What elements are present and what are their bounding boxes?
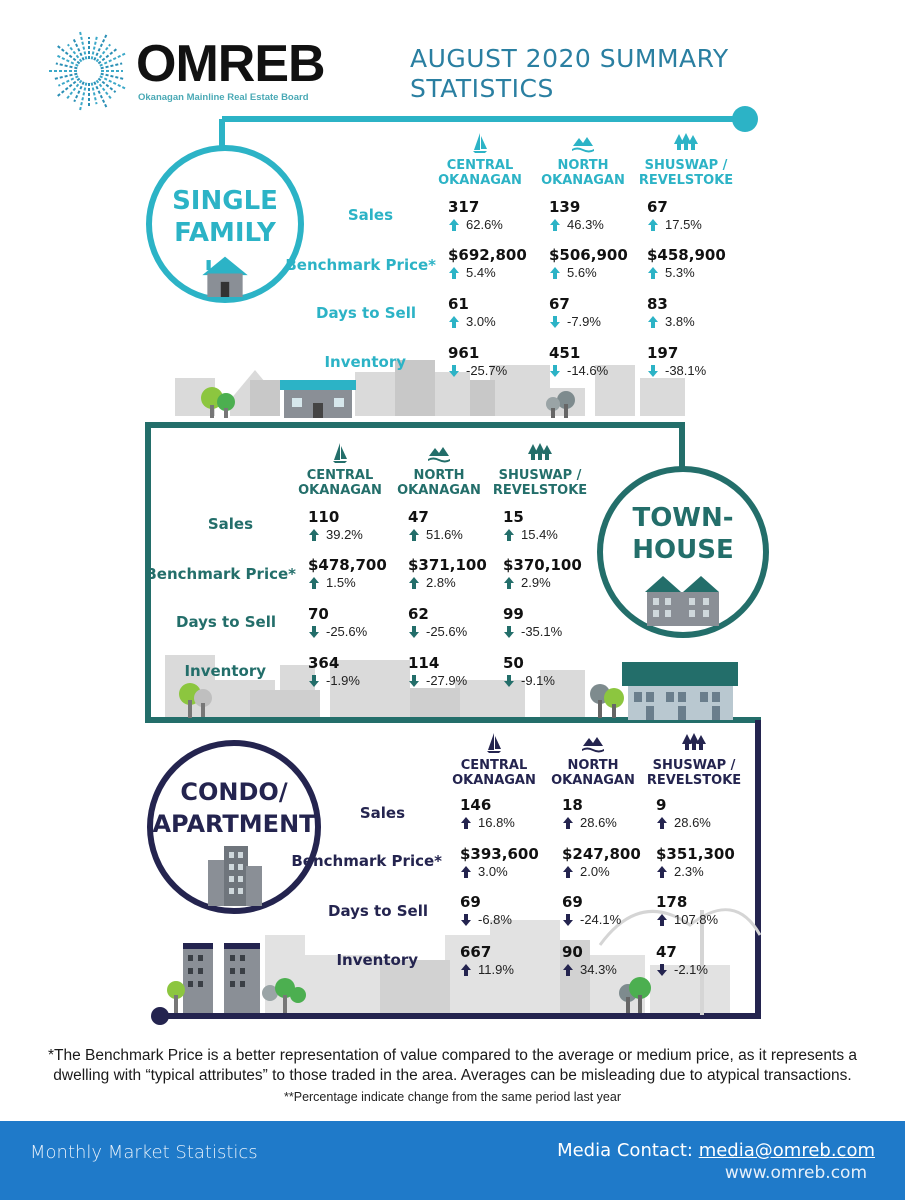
- stat-change: [308, 624, 418, 640]
- townhouse-shuswap-sales-cell: [503, 508, 613, 543]
- stat-change: [448, 314, 558, 330]
- townhouse-shuswap-inv-cell: [503, 654, 613, 689]
- townhouse-title: TOWN- HOUSE: [632, 503, 734, 565]
- arrow-up-icon: [503, 528, 515, 542]
- single-family-badge: [146, 145, 304, 303]
- stat-value: 62: [408, 605, 429, 623]
- condo-shuswap-price-cell: [656, 845, 766, 880]
- stat-value: 317: [448, 198, 480, 216]
- stat-change-text: 2.0%: [580, 864, 610, 879]
- stat-value: 99: [503, 605, 524, 623]
- th-label-sales: Sales: [207, 515, 253, 533]
- arrow-up-icon: [647, 315, 659, 329]
- stat-change: [647, 363, 757, 379]
- stat-change-text: 107.8%: [674, 912, 719, 927]
- single_family-north-days-cell: [549, 295, 659, 330]
- condo-central-inv-cell: [460, 943, 570, 978]
- arrow-up-icon: [562, 816, 574, 830]
- co-label-benchmark: Benchmark Price*: [291, 852, 442, 870]
- th-label-days: Days to Sell: [176, 613, 276, 631]
- townhouse-icon: [643, 570, 723, 626]
- stat-change: [460, 815, 570, 831]
- stat-change: [408, 575, 518, 591]
- arrow-down-icon: [656, 963, 668, 977]
- arrow-down-icon: [408, 674, 420, 688]
- media-contact-label: Media Contact:: [557, 1140, 693, 1161]
- sailboat-icon: [471, 132, 489, 154]
- stat-change-text: 5.4%: [466, 265, 496, 280]
- stat-value: 90: [562, 943, 583, 961]
- stat-value: $247,800: [562, 845, 641, 863]
- single_family-shuswap-days-cell: [647, 295, 757, 330]
- townhouse-central-days-cell: [308, 605, 418, 640]
- title-line-2: STATISTICS: [410, 74, 554, 103]
- stat-value: 146: [460, 796, 492, 814]
- stat-change: [549, 314, 659, 330]
- stat-change-text: 39.2%: [326, 527, 363, 542]
- sf-label-benchmark: Benchmark Price*: [285, 256, 436, 274]
- single_family-central-inv-cell: [448, 344, 558, 379]
- single_family-central-sales-cell: [448, 198, 558, 233]
- townhouse-central-price-cell: [308, 556, 418, 591]
- townhouse-north-sales-cell: [408, 508, 518, 543]
- house-icon: [190, 255, 260, 297]
- stat-value: 69: [460, 893, 481, 911]
- media-contact: [557, 1140, 875, 1161]
- stat-value: 961: [448, 344, 480, 362]
- condo-badge: [147, 740, 321, 914]
- footnote-line-2: dwelling with “typical attributes” to those traded in the area. Averages can be misleading due to atypical transactions.: [53, 1067, 852, 1084]
- stat-change-text: 2.3%: [674, 864, 704, 879]
- stat-value: 364: [308, 654, 340, 672]
- stat-change-text: -14.6%: [567, 363, 609, 378]
- arrow-up-icon: [656, 816, 668, 830]
- stat-value: 110: [308, 508, 340, 526]
- stat-value: $506,900: [549, 246, 628, 264]
- arrow-down-icon: [562, 913, 574, 927]
- arrow-up-icon: [656, 913, 668, 927]
- sf-head-north: NORTH OKANAGAN: [538, 132, 628, 188]
- single_family-central-price-cell: [448, 246, 558, 281]
- condo-shuswap-sales-cell: [656, 796, 766, 831]
- arrow-down-icon: [503, 625, 515, 639]
- stat-value: 139: [549, 198, 581, 216]
- stat-change-text: 17.5%: [665, 217, 702, 232]
- stat-value: 114: [408, 654, 440, 672]
- co-head-north: NORTH OKANAGAN: [548, 732, 638, 788]
- arrow-up-icon: [448, 218, 460, 232]
- stat-change: [448, 363, 558, 379]
- stat-change: [308, 673, 418, 689]
- townhouse-badge: [597, 466, 769, 638]
- logo-text: OMREB: [136, 35, 325, 93]
- stat-change-text: -25.6%: [326, 624, 368, 639]
- stat-change-text: -7.9%: [567, 314, 601, 329]
- stat-change: [549, 363, 659, 379]
- stat-change-text: -35.1%: [521, 624, 563, 639]
- co-head-central: CENTRAL OKANAGAN: [444, 732, 544, 788]
- single_family-north-price-cell: [549, 246, 659, 281]
- townhouse-central-inv-cell: [308, 654, 418, 689]
- stat-change: [448, 265, 558, 281]
- stat-change: [656, 912, 766, 928]
- condo-central-price-cell: [460, 845, 570, 880]
- single_family-north-sales-cell: [549, 198, 659, 233]
- condo-central-days-cell: [460, 893, 570, 928]
- stat-value: $478,700: [308, 556, 387, 574]
- arrow-up-icon: [562, 865, 574, 879]
- arrow-down-icon: [549, 364, 561, 378]
- stat-change: [460, 864, 570, 880]
- stat-value: 83: [647, 295, 668, 313]
- arrow-up-icon: [448, 315, 460, 329]
- apartment-building-icon: [204, 842, 264, 906]
- arrow-down-icon: [308, 674, 320, 688]
- townhouse-north-price-cell: [408, 556, 518, 591]
- stat-change-text: 28.6%: [580, 815, 617, 830]
- co-label-days: Days to Sell: [328, 902, 428, 920]
- mountain-water-icon: [427, 442, 451, 464]
- stat-change: [647, 314, 757, 330]
- stat-change: [656, 962, 766, 978]
- single_family-central-days-cell: [448, 295, 558, 330]
- stat-change-text: -27.9%: [426, 673, 468, 688]
- stat-value: 67: [647, 198, 668, 216]
- arrow-up-icon: [308, 528, 320, 542]
- arrow-up-icon: [308, 576, 320, 590]
- stat-change: [656, 815, 766, 831]
- stat-value: 9: [656, 796, 667, 814]
- stat-change-text: 2.8%: [426, 575, 456, 590]
- stat-value: 18: [562, 796, 583, 814]
- stat-change-text: 3.8%: [665, 314, 695, 329]
- condo-shuswap-days-cell: [656, 893, 766, 928]
- co-label-inventory: Inventory: [336, 951, 418, 969]
- townhouse-shuswap-days-cell: [503, 605, 613, 640]
- website-link[interactable]: www.omreb.com: [724, 1163, 867, 1183]
- percentage-footnote: **Percentage indicate change from the same period last year: [284, 1090, 621, 1104]
- stat-change: [408, 527, 518, 543]
- arrow-up-icon: [647, 266, 659, 280]
- stat-change: [503, 575, 613, 591]
- townhouse-central-sales-cell: [308, 508, 418, 543]
- arrow-down-icon: [448, 364, 460, 378]
- sf-head-shuswap: SHUSWAP / REVELSTOKE: [636, 132, 736, 188]
- arrow-down-icon: [503, 674, 515, 688]
- stat-value: 15: [503, 508, 524, 526]
- stat-change-text: 28.6%: [674, 815, 711, 830]
- townhouse-north-days-cell: [408, 605, 518, 640]
- stat-value: $692,800: [448, 246, 527, 264]
- media-contact-email-link[interactable]: media@omreb.com: [698, 1140, 875, 1161]
- arrow-up-icon: [408, 576, 420, 590]
- stat-value: 451: [549, 344, 581, 362]
- townhouse-shuswap-price-cell: [503, 556, 613, 591]
- stat-change: [460, 912, 570, 928]
- stat-change: [308, 527, 418, 543]
- th-label-benchmark: Benchmark Price*: [145, 565, 296, 583]
- trees-icon: [681, 732, 707, 754]
- stat-change-text: -25.6%: [426, 624, 468, 639]
- sf-label-sales: Sales: [347, 206, 393, 224]
- co-label-sales: Sales: [359, 804, 405, 822]
- single_family-north-inv-cell: [549, 344, 659, 379]
- stat-change: [408, 624, 518, 640]
- stat-change-text: 1.5%: [326, 575, 356, 590]
- stat-value: 50: [503, 654, 524, 672]
- stat-change-text: -9.1%: [521, 673, 555, 688]
- stat-change-text: 11.9%: [478, 962, 514, 977]
- stat-change-text: 2.9%: [521, 575, 551, 590]
- stat-change: [308, 575, 418, 591]
- arrow-down-icon: [308, 625, 320, 639]
- stat-change-text: 16.8%: [478, 815, 515, 830]
- stat-change: [656, 864, 766, 880]
- stat-change-text: -6.8%: [478, 912, 512, 927]
- th-head-north: NORTH OKANAGAN: [394, 442, 484, 498]
- arrow-down-icon: [460, 913, 472, 927]
- single_family-shuswap-inv-cell: [647, 344, 757, 379]
- stat-change-text: 34.3%: [580, 962, 617, 977]
- arrow-up-icon: [656, 865, 668, 879]
- stat-value: 67: [549, 295, 570, 313]
- mountain-water-icon: [581, 732, 605, 754]
- stat-change-text: -25.7%: [466, 363, 508, 378]
- arrow-up-icon: [647, 218, 659, 232]
- arrow-up-icon: [408, 528, 420, 542]
- arrow-down-icon: [647, 364, 659, 378]
- arrow-down-icon: [549, 315, 561, 329]
- mountain-water-icon: [571, 132, 595, 154]
- logo-subtitle: Okanagan Mainline Real Estate Board: [138, 92, 309, 103]
- stat-change-text: -24.1%: [580, 912, 622, 927]
- stat-value: $370,100: [503, 556, 582, 574]
- trees-icon: [527, 442, 553, 464]
- stat-change-text: -2.1%: [674, 962, 708, 977]
- condo-title: CONDO/ APARTMENT: [152, 778, 316, 838]
- arrow-up-icon: [460, 963, 472, 977]
- stat-change: [503, 673, 613, 689]
- stat-change-text: 62.6%: [466, 217, 503, 232]
- stat-value: 197: [647, 344, 679, 362]
- single-family-title: SINGLE FAMILY: [172, 186, 278, 248]
- stat-change-text: -38.1%: [665, 363, 707, 378]
- sf-head-central: CENTRAL OKANAGAN: [430, 132, 530, 188]
- th-head-shuswap: SHUSWAP / REVELSTOKE: [490, 442, 590, 498]
- arrow-up-icon: [448, 266, 460, 280]
- stat-value: $393,600: [460, 845, 539, 863]
- footer-left-text: Monthly Market Statistics: [30, 1142, 258, 1163]
- arrow-up-icon: [460, 816, 472, 830]
- stat-value: $458,900: [647, 246, 726, 264]
- th-label-inventory: Inventory: [184, 662, 266, 680]
- arrow-up-icon: [549, 218, 561, 232]
- stat-value: 47: [408, 508, 429, 526]
- stat-change: [503, 527, 613, 543]
- stat-change: [549, 217, 659, 233]
- single_family-shuswap-sales-cell: [647, 198, 757, 233]
- arrow-up-icon: [460, 865, 472, 879]
- condo-central-sales-cell: [460, 796, 570, 831]
- stat-value: 69: [562, 893, 583, 911]
- trees-icon: [673, 132, 699, 154]
- arrow-up-icon: [549, 266, 561, 280]
- stat-change-text: 5.6%: [567, 265, 597, 280]
- sailboat-icon: [331, 442, 349, 464]
- title-line-1: AUGUST 2020 SUMMARY: [410, 44, 729, 73]
- stat-change: [647, 265, 757, 281]
- co-head-shuswap: SHUSWAP / REVELSTOKE: [644, 732, 744, 788]
- townhouse-north-inv-cell: [408, 654, 518, 689]
- stat-change-text: 5.3%: [665, 265, 695, 280]
- stat-change: [448, 217, 558, 233]
- benchmark-footnote: [30, 1046, 875, 1086]
- arrow-up-icon: [562, 963, 574, 977]
- stat-value: 667: [460, 943, 492, 961]
- stat-change-text: 46.3%: [567, 217, 604, 232]
- stat-change-text: 3.0%: [466, 314, 496, 329]
- stat-change-text: 51.6%: [426, 527, 463, 542]
- stat-change: [460, 962, 570, 978]
- arrow-down-icon: [408, 625, 420, 639]
- single_family-shuswap-price-cell: [647, 246, 757, 281]
- stat-change: [408, 673, 518, 689]
- stat-value: 47: [656, 943, 677, 961]
- stat-change-text: 3.0%: [478, 864, 508, 879]
- arrow-up-icon: [503, 576, 515, 590]
- sf-label-inventory: Inventory: [324, 353, 406, 371]
- condo-shuswap-inv-cell: [656, 943, 766, 978]
- stat-value: 70: [308, 605, 329, 623]
- stat-value: 178: [656, 893, 688, 911]
- stat-change: [503, 624, 613, 640]
- stat-value: 61: [448, 295, 469, 313]
- footnote-line-1: *The Benchmark Price is a better representation of value compared to the average or medium price, as it represents a: [48, 1047, 857, 1064]
- th-head-central: CENTRAL OKANAGAN: [290, 442, 390, 498]
- stat-change-text: -1.9%: [326, 673, 360, 688]
- stat-value: $351,300: [656, 845, 735, 863]
- stat-change: [647, 217, 757, 233]
- stat-change: [549, 265, 659, 281]
- stat-value: $371,100: [408, 556, 487, 574]
- sf-label-days: Days to Sell: [316, 304, 416, 322]
- stat-change-text: 15.4%: [521, 527, 558, 542]
- sailboat-icon: [485, 732, 503, 754]
